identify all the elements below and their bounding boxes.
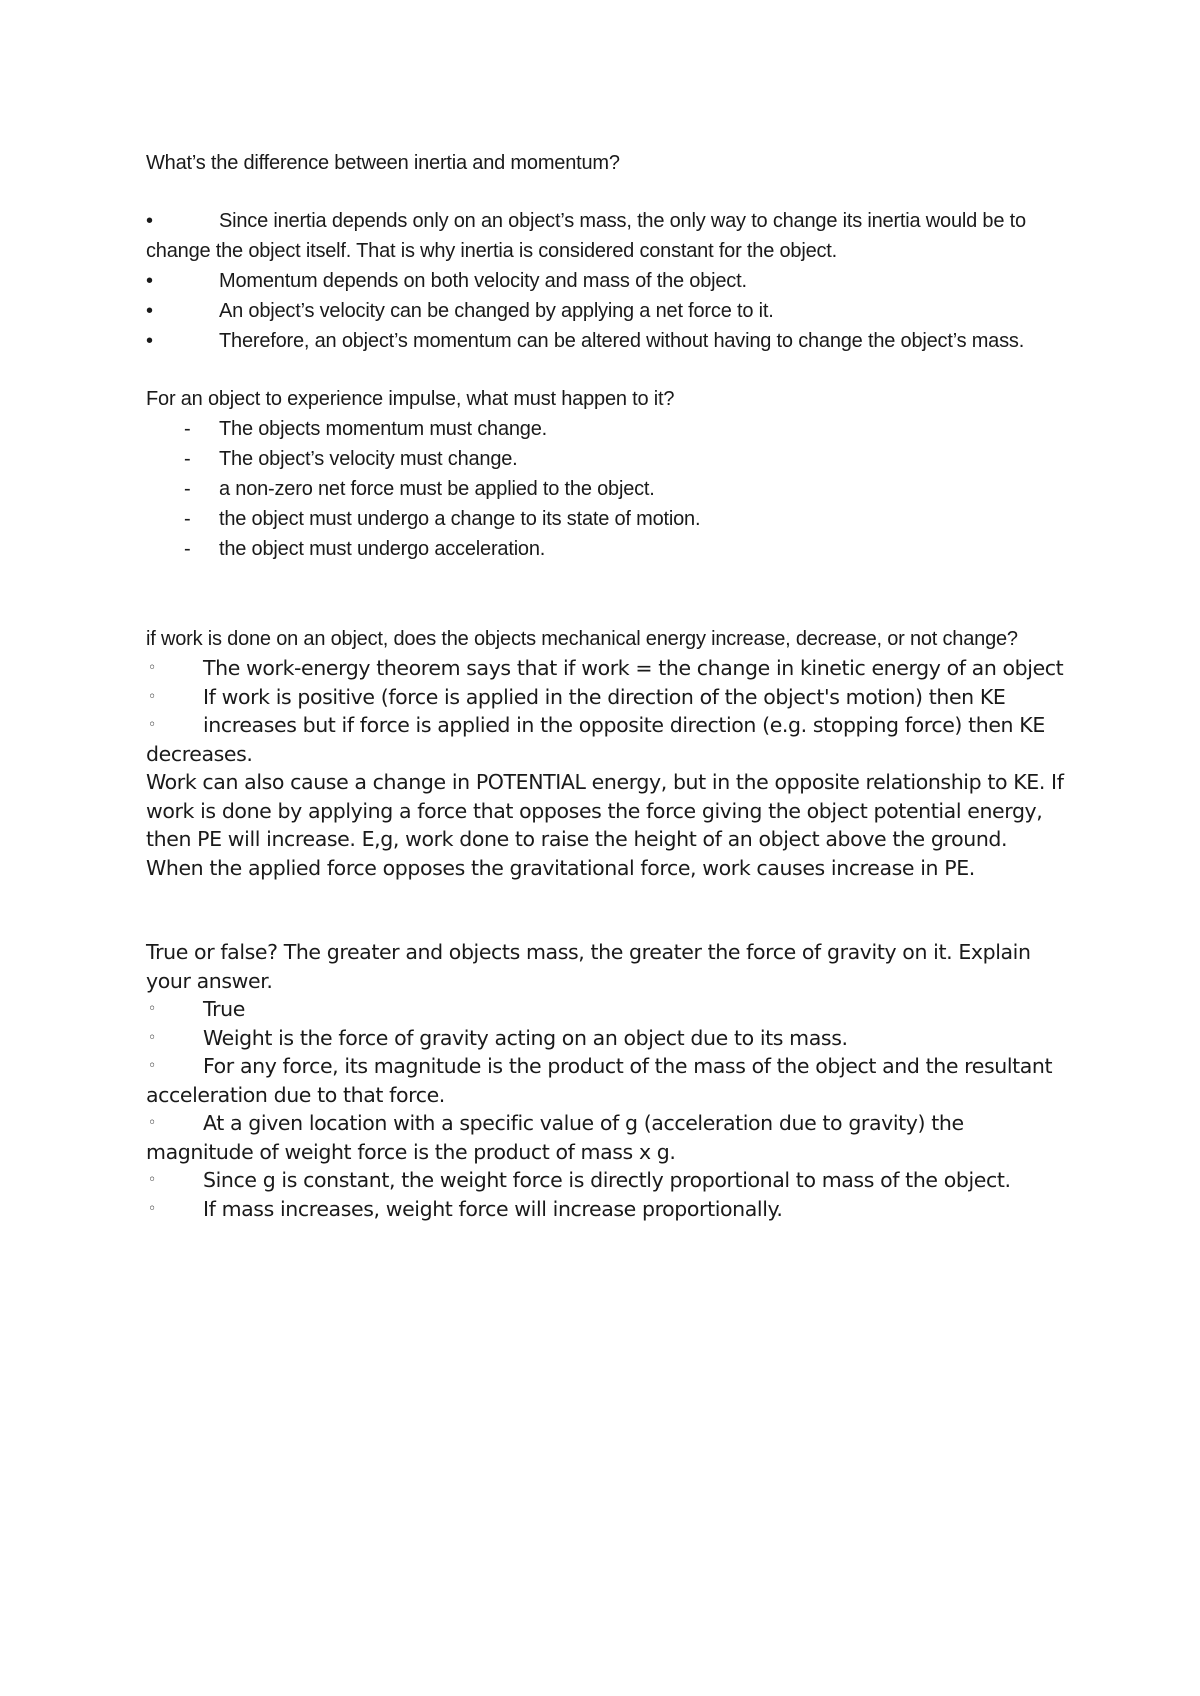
circle-bullet-icon: ◦ (148, 1172, 156, 1188)
dash-icon: - (184, 478, 191, 500)
spacer (146, 356, 1066, 384)
list-item: ◦ The work-energy theorem says that if work = the change in kinetic energy of an object (146, 654, 1066, 683)
circle-bullet-icon: ◦ (148, 1115, 156, 1131)
list-item: - The objects momentum must change. (146, 414, 1066, 444)
circle-bullet-icon: ◦ (148, 660, 156, 676)
list-item: - a non-zero net force must be applied to the object. (146, 474, 1066, 504)
dash-icon: - (184, 418, 191, 440)
circle-bullet-icon: ◦ (148, 1029, 156, 1046)
list-item: ◦ increases but if force is applied in the opposite direction (e.g. stopping force) then KE decreases. (146, 713, 1045, 766)
question-work-energy: if work is done on an object, does the objects mechanical energy increase, decrease, or not change? (146, 628, 1018, 650)
list-item: - the object must undergo a change to its state of motion. (146, 504, 1066, 534)
list-item: ◦ Since g is constant, the weight force is directly proportional to mass of the object. (146, 1166, 1066, 1195)
question-impulse: For an object to experience impulse, what must happen to it? (146, 388, 675, 410)
circle-bullet-icon: ◦ (148, 1200, 156, 1217)
circle-bullet-icon: ◦ (148, 1058, 156, 1074)
bullet-icon: • (146, 330, 153, 352)
section-work-energy (146, 624, 1066, 882)
list-item: ◦ If work is positive (force is applied in the direction of the object's motion) then KE (146, 683, 1066, 712)
question-inertia-momentum: What’s the difference between inertia and momentum? (146, 152, 620, 174)
section-impulse (146, 384, 1066, 564)
list-item: - the object must undergo acceleration. (146, 534, 1066, 564)
list-item: • Therefore, an object’s momentum can be altered without having to change the object’s mass. (146, 326, 1066, 356)
document-page (146, 148, 1066, 1223)
list-item: ◦ At a given location with a specific value of g (acceleration due to gravity) the magnitude of weight force is the product of mass x g. (146, 1111, 964, 1164)
dash-icon: - (184, 508, 191, 530)
circle-bullet-icon: ◦ (148, 717, 156, 733)
bullet-icon: • (146, 210, 153, 232)
list-item: • Since inertia depends only on an object’s mass, the only way to change its inertia would be to change the object itself. That is why inertia is considered constant for the object. (146, 206, 1066, 266)
paragraph-potential-energy: Work can also cause a change in POTENTIAL energy, but in the opposite relationship to KE. If work is done by applying a force that opposes the force giving the object potential energy, then PE will increase. E,g, work done to raise the height of an object above the ground. When the applied force opposes the gravitational force, work causes increase in PE. (146, 770, 1064, 880)
dash-icon: - (184, 448, 191, 470)
spacer (146, 882, 1066, 938)
list-item: ◦ If mass increases, weight force will increase proportionally. (146, 1195, 1066, 1224)
list-item: ◦ True (146, 995, 1066, 1024)
spacer (146, 178, 1066, 206)
list-item: • An object’s velocity can be changed by applying a net force to it. (146, 296, 1066, 326)
dash-icon: - (184, 538, 191, 560)
question-gravity-mass: True or false? The greater and objects mass, the greater the force of gravity on it. Explain your answer. (146, 940, 1031, 993)
circle-bullet-icon: ◦ (148, 1001, 156, 1017)
list-item: ◦ Weight is the force of gravity acting on an object due to its mass. (146, 1024, 1066, 1053)
list-item: ◦ For any force, its magnitude is the product of the mass of the object and the resultant acceleration due to that force. (146, 1054, 1053, 1107)
section-inertia-momentum (146, 148, 1066, 356)
circle-bullet-icon: ◦ (148, 688, 156, 705)
spacer (146, 564, 1066, 624)
bullet-icon: • (146, 270, 153, 292)
list-item: • Momentum depends on both velocity and mass of the object. (146, 266, 1066, 296)
bullet-icon: • (146, 300, 153, 322)
section-gravity-mass (146, 938, 1066, 1223)
list-item: - The object’s velocity must change. (146, 444, 1066, 474)
